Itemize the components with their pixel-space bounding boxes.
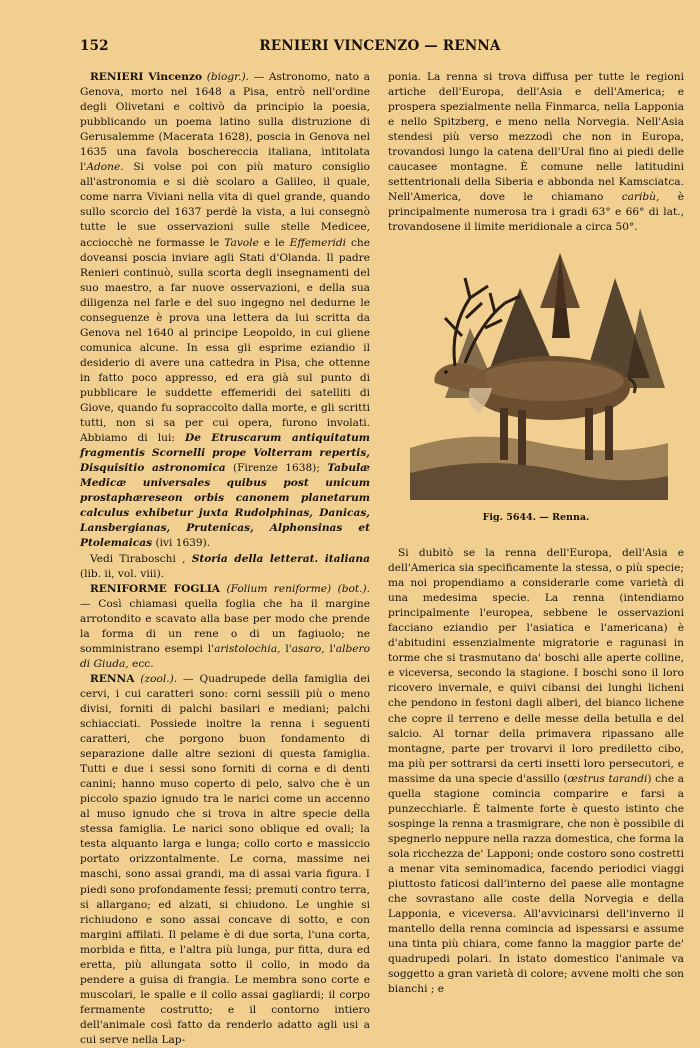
entry-qualifier: (zool.). bbox=[140, 672, 178, 685]
entry-text: l' bbox=[324, 642, 336, 655]
entry-text: — Astronomo, nato a Genova, morto nel 1648 a Pisa, entrò nell'ordine degli Olivetani e coltivò da principio la poesia, pubblicando un poema latino sulla distruzione di Gerusalemme (Macerata 1628), poscia in Genova nel 1635 una favola boschereccia italiana, intitolata l' bbox=[80, 71, 370, 174]
entry-reniforme bbox=[80, 582, 370, 672]
see-also-text: (lib. ii, vol. viii). bbox=[80, 567, 165, 580]
entry-text: Si dubitò se la renna dell'Europa, dell'Asia e dell'America sia specificamente la stessa, o più specie; ma noi propendiamo a considerarle come varietà di una medesima specie. La renna (intendiamo principalmente l'europea, sebbene le osservazioni facciano eziandio per l'asiatica e l'americana) è d'abitudini essenzialmente migratorie e ragunasi in torme che si trasmutano da' boschi alle aperte colline, e viceversa, secondo la stagione. I boschi sono il loro ricovero invernale, e quivi cibansi dei lunghi licheni che pendono in festoni dagli alberi, del bianco lichene che copre il terreno e delle messe della betulla e del salcio. Al tornar della primavera ripassano alle montagne, parte per trovarvi il loro prediletto cibo, ma più per sottrarsi da certi insetti loro persecutori, e massime da una specie d'assillo ( bbox=[388, 547, 684, 785]
entry-text: ecc. bbox=[128, 657, 154, 670]
entry-text: ) che a quella stagione comincia comparire e farsi a punzecchiarle. È talmente forte è questo istinto che sospinge la renna a trasmigrare, che non è possibile di spegnerlo neppure nella razza domestica, che forma la sola ricchezza de' Lapponi; onde costoro sono costretti a menar vita seminomadica, facendo periodici viaggi piuttosto faticosi dall'interno del paese alle montagne che sovrastano alle coste della Norvegia e della Lapponia, e viceversa. All'avvicinarsi dell'inverno il mantello della renna comincia ad ispessarsi e assume una tinta più chiara, come fanno la maggior parte de' quadrupedi polari. In istato domestico l'animale va soggetto a gran varietà di colore; avvene molti che son bianchi ; e bbox=[388, 772, 684, 996]
entry-text: è principalmente numerosa tra i gradi 63° e 66° di lat., trovandosene il limite meridionale a circa 50°. bbox=[388, 191, 684, 234]
renna-continued bbox=[388, 70, 684, 236]
entry-text: ponia. La renna si trova diffusa per tutte le regioni artiche dell'Europa, dell'Asia e dell'America; e prospera spezialmente nella Finmarca, nella Lapponia e nello Spitzberg, e meno nella Norvegia. Nell'Asia stendesi più verso mezzodì che non in Europa, trovandosi lungo la catena dell'Ural fino ai piedi delle caucasee montagne. È comune nelle latitudini settentrionali della Siberia e abbonda nel Kamsciatca. Nell'America, dove le chiamano bbox=[388, 71, 684, 204]
reindeer-illustration bbox=[410, 248, 668, 500]
italic-term: aristolochia, bbox=[214, 642, 281, 655]
italic-term: albero di Giuda, bbox=[80, 642, 370, 670]
page-header bbox=[80, 38, 680, 58]
renna-varieties bbox=[388, 546, 684, 997]
italic-title: Adone. bbox=[86, 161, 124, 174]
entry-text: Si volse poi con più maturo consiglio all'astronomia e si diè scolaro a Galileo, il quale, come narra Viviani nella vita di quel grande, quando sullo scorcio del 1637 perdè la vista, a lui consegnò tutte le sue osservazioni sulle stelle Medicee, acciocchè ne formasse le bbox=[80, 161, 370, 249]
see-also-text: Vedi Tiraboschi , bbox=[90, 552, 192, 565]
italic-term: asaro, bbox=[291, 642, 325, 655]
entry-text: e le bbox=[258, 236, 290, 249]
entry-headword: RENNA bbox=[90, 672, 135, 685]
entry-text: — Quadrupede della famiglia dei cervi, i cui caratteri sono: corni sessili più o meno divisi, forniti di palchi basilari e mediani; palchi schiacciati. Possiede inoltre la renna i seguenti caratteri, che porgono buon fondamento di separazione dalle altre sezioni di questa famiglia. Tutti e due i sessi sono forniti di corna e di denti canini; hanno muso coperto di pelo, salvo che è un piccolo spazio ignudo tra le narici come un accenno al muso ignudo che si trova in altre specie della stessa famiglia. Le narici sono oblique ed ovali; la testa alquanto larga e lunga; collo corto e massiccio portato orizzontalmente. Le corna, massime nei maschi, sono assai grandi, ma di assai varia figura. I piedi sono profondamente fessi; premuti contro terra, si allargano; ed alzati, si chiudono. Le unghie si richiudono e sono assai concave di sotto, e con margini affilati. Il pelame è di due sorta, l'una corta, morbida e fitta, e l'altra più lunga, pur fitta, dura ed eretta, più allungata sotto il collo, in modo da pendere a guisa di frangia. Le membra sono corte e muscolari, le spalle e il collo assai gagliardi; il corpo fermamente costrutto; e il contorno intiero dell'animale così fatto da renderlo adatto agli usi a cui serve nella Lap- bbox=[80, 672, 370, 1046]
entry-renna bbox=[80, 672, 370, 1048]
see-also-title: Storia della letterat. italiana bbox=[191, 552, 370, 565]
entry-text: (Firenze 1638); bbox=[225, 462, 328, 475]
entry-qualifier: (bot.). bbox=[337, 582, 370, 595]
right-column-bottom bbox=[388, 546, 684, 997]
entry-text: — Così chiamasi quella foglia che ha il margine arrotondito e scavato alla base per modo che prende la forma di un rene o di un fagiuolo; ne somministrano esempi l' bbox=[80, 597, 370, 655]
page-number: 152 bbox=[80, 38, 109, 54]
italic-title: Effemeridi bbox=[289, 236, 347, 249]
italic-title: Tavole bbox=[224, 236, 259, 249]
left-column bbox=[80, 70, 370, 1048]
entry-latin: (Folium reniforme) bbox=[226, 582, 332, 595]
work-title: De Etruscarum antiquitatum fragmentis Scornelli prope Volterram repertis, Disquisitio astronomica bbox=[80, 432, 371, 475]
running-title: RENIERI VINCENZO — RENNA bbox=[259, 38, 501, 54]
italic-term: œstrus tarandi bbox=[567, 772, 648, 785]
entry-headword: RENIERI Vincenzo bbox=[90, 71, 203, 83]
entry-text: l' bbox=[280, 642, 292, 655]
entry-text: che doveansi poscia inviare agli Stati d'Olanda. Il padre Renieri continuò, sulla scorta degli insegnamenti del suo maestro, a far nuove osservazioni, e della sua diligenza nel farle e del suo ingegno nel dedurne le conseguenze è prova una lettera da lui scritta da Genova nel 1640 al principe Leopoldo, in cui gliene comunica alcune. In essa gli esprime eziandio il desiderio di avere una cattedra in Pisa, che ottenne in fatto poco appresso, ed era già sul punto di pubblicare le suddette effemeridi dei satelliti di Giove, quando fu sopraccolto dalla morte, e gli scritti tutti, non si sa per cui opera, furono involati. Abbiamo di lui: bbox=[80, 236, 371, 445]
figure-caption: Fig. 5644. — Renna. bbox=[482, 512, 590, 523]
work-title: Tabulæ Medicæ universales quibus post unicum prostaphæreseon orbis canonem planetarum calculus exhibetur juxta Rudolphinas, Danicas, Lansbergianas, Prutenicas, Alphonsinas et Ptolemaicas bbox=[80, 462, 370, 550]
entry-text: (ivi 1639). bbox=[152, 537, 211, 550]
see-also bbox=[80, 552, 370, 582]
reindeer-engraving bbox=[410, 248, 668, 500]
right-column-top bbox=[388, 70, 684, 236]
entry-headword: RENIFORME FOGLIA bbox=[90, 582, 221, 595]
italic-term: caribù, bbox=[621, 191, 660, 204]
entry-qualifier: (biogr.). bbox=[206, 71, 249, 83]
entry-renieri bbox=[80, 70, 370, 552]
